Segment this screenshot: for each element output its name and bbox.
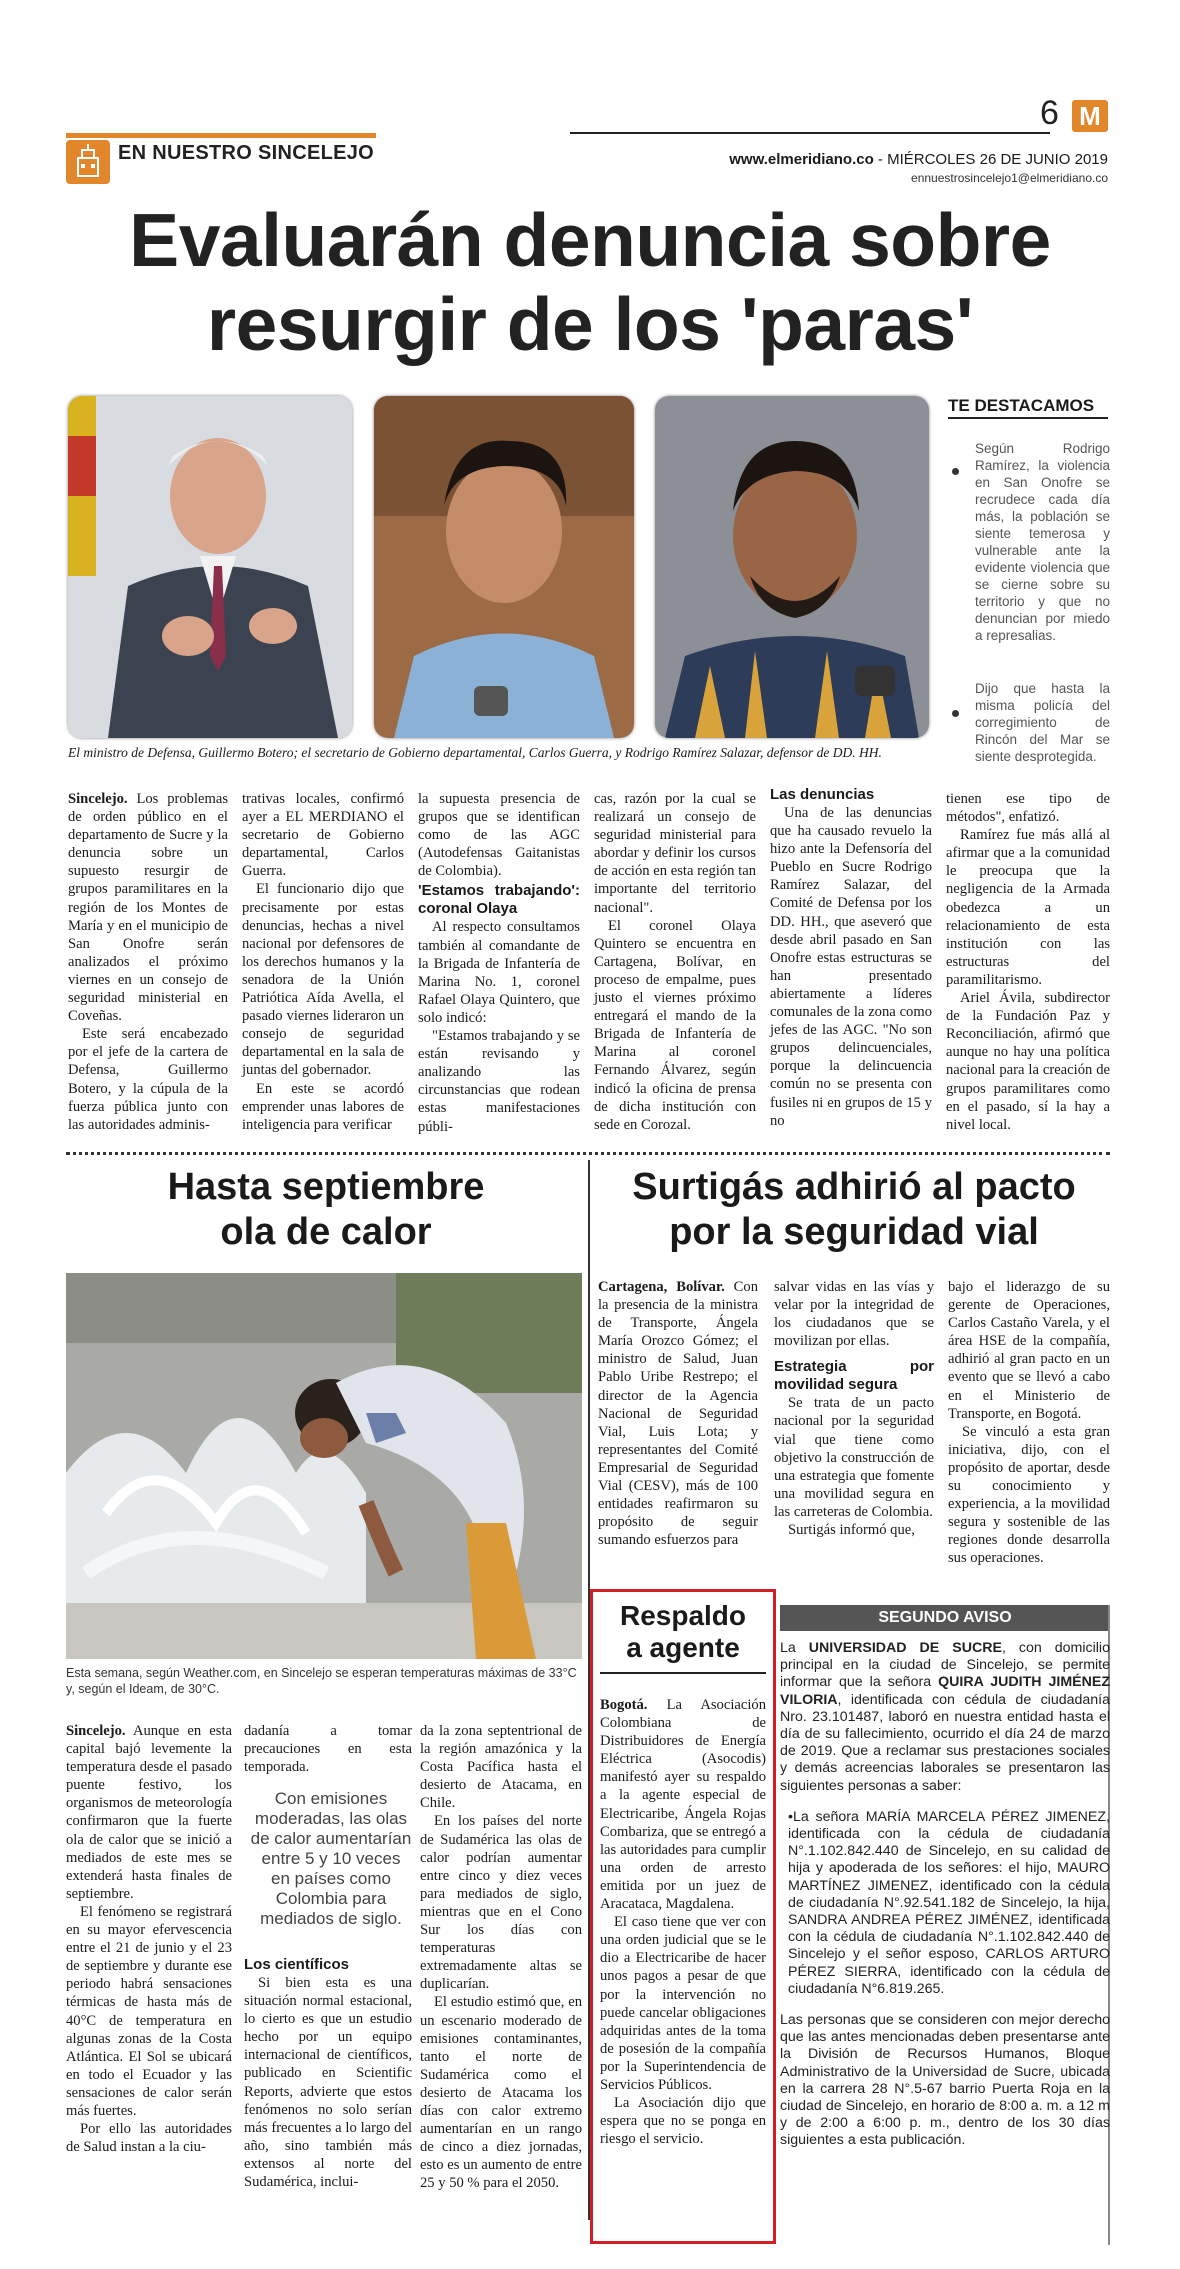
main-col-3 [418, 790, 580, 1136]
dateline: Sincelejo. [66, 1723, 126, 1739]
respaldo-headline [600, 1600, 766, 1664]
building-icon [66, 140, 110, 184]
paragraph: El funcionario dijo que precisamente por estas denuncias, hechas a nivel nacional por defensores de los derechos humanos y la senadora de la Unión Patriótica Aída Avella, el pasado viernes lideraron un consejo de seguridad departamental en la sala de juntas del gobernador. [242, 881, 404, 1079]
paragraph: bajo el liderazgo de su gerente de Operaciones, Carlos Castaño Varela, y el área HSE de la compañía, adhirió al gran pacto en un evento que se llevó a cabo en el Ministerio de Transporte, en Bogotá. [948, 1279, 1110, 1422]
headline-line-1: Hasta septiembre [167, 1166, 485, 1208]
main-col-4 [594, 790, 756, 1134]
headline-line-1: Surtigás adhirió al pacto [632, 1166, 1076, 1208]
paragraph: En este se acordó emprender unas labores de inteligencia para verificar [242, 1080, 404, 1133]
dateline: Bogotá. [600, 1697, 648, 1713]
paragraph: En los países del norte de Sudamérica las olas de calor podrían aumentar entre cinco y diez veces para mediados de siglo, mientras que en el Cono Sur los días con temperaturas extremadamente altas se duplicarían. [420, 1813, 582, 1993]
photo-fountain [66, 1273, 582, 1659]
paragraph: Surtigás informó que, [788, 1522, 915, 1539]
dateline: Cartagena, Bolívar. [598, 1279, 725, 1295]
pullquote: Con emisiones moderadas, las olas de calor aumentarían entre 5 y 10 veces en países como Colombia para mediados de siglo. [250, 1789, 412, 1928]
paragraph: Se trata de un pacto nacional por la seguridad vial que tiene como objetivo la construcción de una estrategia que fomente una movilidad segura en las carreteras de Colombia. [774, 1395, 934, 1520]
paragraph: Por ello las autoridades de Salud instan a la ciu- [66, 2121, 232, 2156]
aviso-header: SEGUNDO AVISO [780, 1605, 1110, 1631]
paragraph: da la zona septentrional de la región amazónica y la Costa Pacífica hasta el desierto de Atacama, en Chile. [420, 1723, 582, 1812]
paragraph: El caso tiene que ver con una orden judicial que se le dio a Electricaribe de hacer unos pagos a pesar de que por la intervención no puede cancelar obligaciones adquiridas antes de la toma de posesión de la compañía por la Superintendencia de Servicios Públicos. [600, 1914, 766, 2093]
date-line [640, 151, 1108, 168]
calor-col-3 [420, 1722, 582, 2192]
fountain-caption: Esta semana, según Weather.com, en Sincelejo se esperan temperaturas máximas de 33°C y, según el Ideam, de 30°C. [66, 1666, 577, 1696]
el-meridiano-logo: M [1072, 100, 1108, 132]
aviso-paragraph: Las personas que se consideren con mejor derecho que las antes mencionadas deben presentarse ante la División de Recursos Humanos, Bloque Administrativo de la Universidad de Sucre, ubicada en la carrera 28 N°.5-67 barrio Puerta Roja en la ciudad de Sincelejo, en horario de 8:00 a. m. a 12 m y de 2:00 a 6:00 p. m., dentro de los 30 días siguientes a esta publicación. [780, 2012, 1110, 2149]
subheading: Estrategia por movilidad segura [774, 1358, 934, 1394]
paragraph: Al respecto consultamos también al comandante de la Brigada de Infantería de Marina No. 1, coronel Rafael Olaya Quintero, que solo indicó: [418, 919, 580, 1026]
main-photo-caption: El ministro de Defensa, Guillermo Botero; el secretario de Gobierno departamental, Carlos Guerra, y Rodrigo Ramírez Salazar, defensor de DD. HH. [68, 745, 882, 760]
photo-carlos-guerra [374, 396, 634, 738]
aviso-text: , identificada con cédula de ciudadanía Nro. 23.101487, laboró en nuestra entidad hasta el día de su fallecimiento, ocurrido el día 24 de marzo de 2019. Que a reclamar sus prestaciones sociales y demás acreencias laborales se presentaron las siguientes personas a saber: [780, 1691, 1110, 1794]
section-divider [66, 1152, 1110, 1156]
paragraph: El fenómeno se registrará en su mayor efervescencia entre el 21 de junio y el 23 de septiembre y durante ese periodo habrá sensaciones térmicas de hasta más de 40°C de temperatura en algunas zonas de la Costa Atlántica. El Sol se ubicará en todo el Ecuador y las sensaciones de calor serán más fuertes. [66, 1903, 232, 2119]
aviso-body [780, 1640, 1110, 2154]
respaldo-body [600, 1696, 766, 2148]
main-col-6 [946, 790, 1110, 1134]
aviso-person: QUIRA JUDITH JIMÉNEZ VILORIA [780, 1674, 1110, 1708]
destacamos-rule [948, 417, 1108, 419]
headline-line-2: ola de calor [220, 1211, 432, 1253]
surtigas-headline [598, 1165, 1110, 1255]
paragraph: La Asociación dijo que espera que no se ponga en riesgo el servicio. [600, 2095, 766, 2148]
page-number: 6 [1040, 94, 1059, 132]
photo-guillermo-botero [68, 396, 352, 738]
paragraph: Aunque en esta capital bajó levemente la temperatura desde el pasado puente festivo, los organismos de meteorología confirmaron que la fuerte ola de calor que se inició a mediados de este mes se extenderá hasta finales de septiembre. [66, 1723, 232, 1902]
paragraph: tienen ese tipo de métodos", enfatizó. [946, 791, 1110, 826]
paragraph: dadanía a tomar precauciones en esta temporada. [244, 1723, 412, 1776]
main-col-2 [242, 790, 404, 1134]
subheading: Las denuncias [770, 786, 875, 803]
respaldo-rule [600, 1672, 766, 1674]
calor-col-2 [244, 1722, 412, 1776]
main-col-5 [770, 784, 932, 1130]
surtigas-col-2 [774, 1278, 934, 1539]
header-rule [570, 132, 1050, 134]
bullet-icon [952, 468, 959, 475]
destacamos-title: TE DESTACAMOS [948, 396, 1095, 415]
destacamos-item-2: Dijo que hasta la misma policía del corregimiento de Rincón del Mar se siente desprotegida. [975, 681, 1110, 764]
section-email[interactable]: ennuestrosincelejo1@elmeridiano.co [911, 171, 1108, 185]
paragraph: Este será encabezado por el jefe de la cartera de Defensa, Guillermo Botero, y la cúpula de la fuerza pública junto con las autoridades adminis- [68, 1026, 228, 1133]
paragraph: Una de las denuncias que ha causado revuelo la hizo ante la Defensoría del Pueblo en Sucre Rodrigo Ramírez Salazar, del Comité de Defensa por los DD. HH., que aseveró que desde abril pasado en San Onofre estas estructuras se han presentado abiertamente a líderes comunales de la zona como jefes de las AGC. "No son grupos delincuenciales, porque la delincuencia común no se presenta con fusiles ni en grupos de 15 y no [770, 805, 932, 1129]
section-accent-bar [66, 133, 376, 138]
paragraph: El estudio estimó que, en un escenario moderado de emisiones contaminantes, tanto el norte de Sudamérica como el desierto de Atacama los días con calor extremo aumentarían en un rango de cinco a diez jornadas, esto es un aumento de entre 25 y 50 % para el 2050. [420, 1994, 582, 2192]
paragraph: La Asociación Colombiana de Distribuidores de Energía Eléctrica (Asocodis) manifestó ayer su respaldo a la agente especial de Electricaribe, Ángela Rojas Combariza, que se entregó a las autoridades para cumplir una orden de arresto emitida por un juez de Aracataca, Magdalena. [600, 1697, 766, 1913]
section-title: EN NUESTRO SINCELEJO [118, 142, 375, 164]
paragraph: Ramírez fue más allá al afirmar que a la comunidad le preocupa que la negligencia de la Armada obedezca a un relacionamiento de esta institución con las estructuras del paramilitarismo. [946, 827, 1110, 988]
aviso-text: La [780, 1640, 809, 1656]
paragraph: Si bien esta es una situación normal estacional, lo cierto es que un estudio hecho por un equipo internacional de científicos, publicado en Scientific Reports, advierte que estos fenómenos no solo serían más frecuentes a lo largo del año, sino también más extensos al norte del Sudamérica, inclui- [244, 1975, 412, 2191]
surtigas-col-3 [948, 1278, 1110, 1568]
calor-col-2-bottom [244, 1954, 412, 2191]
aviso-paragraph: •La señora MARÍA MARCELA PÉREZ JIMENEZ, identificada con la cédula de ciudadanía N°.1.102.842.440 de Sincelejo, en su calidad de hija y apoderada de los señores: el hijo, MAURO MARTÍNEZ JIMENEZ, identificado con la cédula de ciudadanía N°.92.541.182 de Sincelejo, la hija, SANDRA ANDREA PÉREZ JIMÉNEZ, identificada con la cédula de ciudadanía N°.1.102.842.440 de Sincelejo y el señor esposo, CARLOS ARTURO PÉREZ SIERRA, identificado con la cédula de ciudadanía N°6.819.265. [788, 1808, 1110, 1997]
headline-line-1: Evaluarán denuncia sobre [129, 198, 1051, 282]
paragraph: cas, razón por la cual se realizará un consejo de seguridad ministerial para abordar y definir los cursos de acción en esta región tan importante del territorio nacional". [594, 791, 756, 916]
headline-line-2: resurgir de los 'paras' [206, 282, 974, 366]
calor-headline [66, 1165, 586, 1255]
website-link[interactable]: www.elmeridiano.co [729, 151, 874, 168]
headline-line-1: Respaldo [619, 1600, 747, 1631]
paragraph: la supuesta presencia de grupos que se identifican como de las AGC (Autodefensas Gaitanistas de Colombia). [418, 791, 580, 880]
photo-rodrigo-ramirez [655, 396, 929, 738]
paragraph: Con la presencia de la ministra de Transporte, Ángela María Orozco Gómez; el ministro de Salud, Juan Pablo Uribe Restrepo; el director de la Agencia Nacional de Seguridad Vial, Luis Lota; y representantes del Comité Empresarial de Seguridad Vial (CESV), más de 100 entidades reafirmaron su propósito de seguir sumando esfuerzos para [598, 1279, 758, 1549]
calor-col-1 [66, 1722, 232, 2156]
subheading: Los científicos [244, 1956, 350, 1973]
paragraph: El coronel Olaya Quintero se encuentra en Cartagena, Bolívar, en proceso de empalme, pues justo el viernes próximo entregará el mando de la Brigada de Infantería de Marina al coronel Fernando Álvarez, según indicó la oficina de prensa de dicha institución con sede en Corozal. [594, 917, 756, 1133]
surtigas-col-1 [598, 1278, 758, 1549]
paragraph: trativas locales, confirmó ayer a EL MERDIANO el secretario de Gobierno departamental, Carlos Guerra. [242, 791, 404, 880]
paragraph: Se vinculó a esta gran iniciativa, dijo, con el propósito de aportar, desde su conocimiento y experiencia, a la movilidad segura y sostenible de las regiones donde desarrolla sus operaciones. [948, 1423, 1110, 1567]
subheading: 'Estamos trabajando': coronal Olaya [418, 882, 580, 918]
headline-line-2: a agente [626, 1632, 740, 1663]
main-col-1 [68, 790, 228, 1134]
paragraph: Ariel Ávila, subdirector de la Fundación Paz y Reconciliación, afirmó que aunque no hay una política nacional para la creación de grupos paramilitares como en el pasado, sí la hay a nivel local. [946, 990, 1110, 1133]
headline-line-2: por la seguridad vial [669, 1211, 1039, 1253]
aviso-entity: UNIVERSIDAD DE SUCRE [808, 1640, 1002, 1656]
paragraph: salvar vidas en las vías y velar por la integridad de los ciudadanos que se movilizan por ellas. [774, 1279, 934, 1350]
dateline: Sincelejo. [68, 791, 128, 807]
paragraph: Los problemas de orden público en el departamento de Sucre y la denuncia sobre un supuesto resurgir de grupos paramilitares en la región de los Montes de María y en el municipio de San Onofre serán analizados el próximo viernes en un consejo de seguridad ministerial en Coveñas. [68, 791, 228, 1025]
paragraph: "Estamos trabajando y se están revisando y analizando las circunstancias que rodean estas manifestaciones públi- [418, 1028, 580, 1135]
aviso-text: , con domicilio principal en la ciudad de Sincelejo, se permite informar que la señora [780, 1640, 1110, 1691]
bullet-icon [952, 710, 959, 717]
destacamos-item-1: Según Rodrigo Ramírez, la violencia en San Onofre se recrudece cada día más, la población se siente temerosa y vulnerable ante la evidente violencia que se cierne sobre su territorio y que no denuncian por miedo a represalias. [975, 441, 1110, 643]
main-headline [40, 198, 1140, 366]
publication-date: - MIÉRCOLES 26 DE JUNIO 2019 [873, 151, 1108, 168]
